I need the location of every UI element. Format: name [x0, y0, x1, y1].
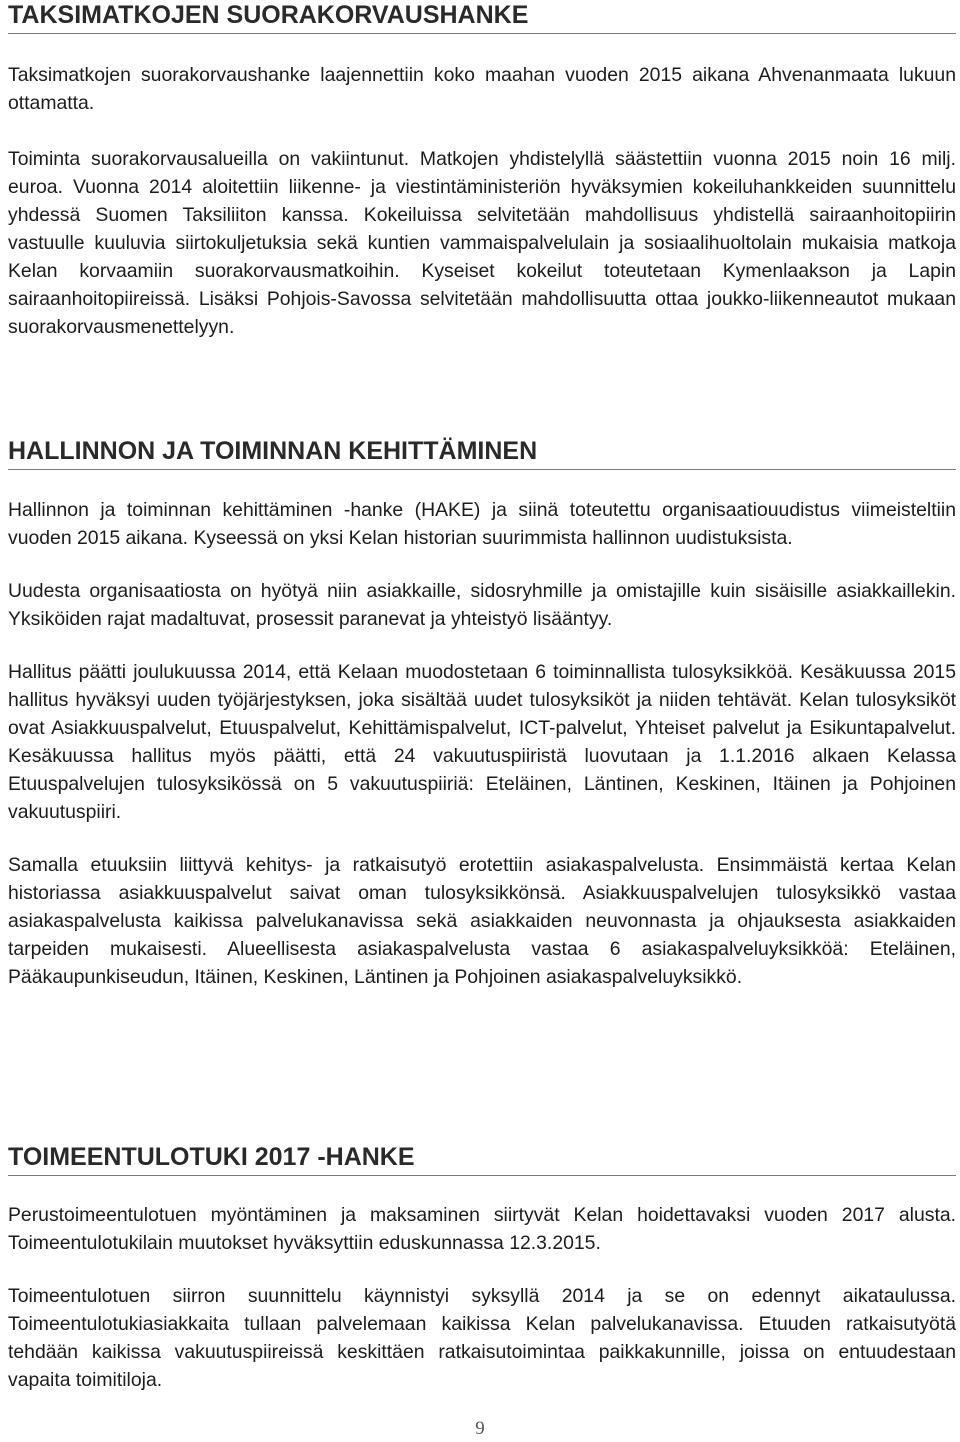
paragraph: Perustoimeentulotuen myöntäminen ja maksaminen siirtyvät Kelan hoidettavaksi vuoden 2017 alusta. Toimeentulotukilain muutokset hyväksyttiin eduskunnassa 12.3.2015.	[8, 1204, 956, 1254]
paragraph: Taksimatkojen suorakorvaushanke laajennettiin koko maahan vuoden 2015 aikana Ahvenanmaata lukuun ottamatta.	[8, 64, 956, 114]
paragraph: Hallinnon ja toiminnan kehittäminen -hanke (HAKE) ja siinä toteutettu organisaatiouudistus viimeisteltiin vuoden 2015 aikana. Kyseessä on yksi Kelan historian suurimmista hallinnon uudistuksista.	[8, 499, 956, 549]
section-heading: TOIMEENTULOTUKI 2017 -HANKE	[8, 1143, 415, 1171]
heading-rule	[8, 33, 956, 34]
section-hallinnon	[8, 436, 956, 991]
paragraph: Toimeentulotuen siirron suunnittelu käynnistyi syksyllä 2014 ja se on edennyt aikataulussa. Toimeentulotukiasiakkaita tullaan palvelemaan kaikissa Kelan palvelukanavissa. Etuuden ratkaisutyötä tehdään kaikissa vakuutuspiireissä keskittäen ratkaisutoimintaa paikkakunnille, joissa on entuudestaan vapaita toimitiloja.	[8, 1285, 956, 1391]
page-number: 9	[475, 1418, 485, 1439]
paragraph: Hallitus päätti joulukuussa 2014, että Kelaan muodostetaan 6 toiminnallista tulosyksikköä. Kesäkuussa 2015 hallitus hyväksyi uuden työjärjestyksen, joka sisältää uudet tulosyksiköt ja niiden tehtävät. Kelan tulosyksiköt ovat Asiakkuuspalvelut, Etuuspalvelut, Kehittämispalvelut, ICT-palvelut, Yhteiset palvelut ja Esikuntapalvelut. Kesäkuussa hallitus myös päätti, että 24 vakuutuspiiristä luovutaan ja 1.1.2016 alkaen Kelassa Etuuspalvelujen tulosyksikössä on 5 vakuutuspiiriä: Eteläinen, Läntinen, Keskinen, Itäinen ja Pohjoinen vakuutuspiiri.	[8, 661, 956, 823]
section-taksimatkojen	[8, 0, 956, 341]
heading-rule	[8, 469, 956, 470]
paragraph: Toiminta suorakorvausalueilla on vakiintunut. Matkojen yhdistelyllä säästettiin vuonna 2015 noin 16 milj. euroa. Vuonna 2014 aloitettiin liikenne- ja viestintäministeriön hyväksymien kokeiluhankkeiden suunnittelu yhdessä Suomen Taksiliiton kanssa. Kokeiluissa selvitetään mahdollisuus yhdistellä sairaanhoitopiirin vastuulle kuuluvia siirtokuljetuksia sekä kuntien vammaispalvelulain ja sosiaalihuoltolain mukaisia matkoja Kelan korvaamiin suorakorvausmatkoihin. Kyseiset kokeilut toteutetaan Kymenlaakson ja Lapin sairaanhoitopiireissä. Lisäksi Pohjois-Savossa selvitetään mahdollisuutta ottaa joukko-liikenneautot mukaan suorakorvausmenettelyyn.	[8, 148, 956, 338]
paragraph: Samalla etuuksiin liittyvä kehitys- ja ratkaisutyö erotettiin asiakaspalvelusta. Ensimmäistä kertaa Kelan historiassa asiakkuuspalvelut saivat oman tulosyksikkönsä. Asiakkuuspalvelujen tulosyksikkö vastaa asiakaspalvelusta kaikissa palvelukanavissa sekä asiakkaiden neuvonnasta ja ohjauksesta asiakkaiden tarpeiden mukaisesti. Alueellisesta asiakaspalvelusta vastaa 6 asiakaspalveluyksikköä: Eteläinen, Pääkaupunkiseudun, Itäinen, Keskinen, Läntinen ja Pohjoinen asiakaspalveluyksikkö.	[8, 854, 956, 988]
paragraph: Uudesta organisaatiosta on hyötyä niin asiakkaille, sidosryhmille ja omistajille kuin sisäisille asiakkaillekin. Yksiköiden rajat madaltuvat, prosessit paranevat ja yhteistyö lisääntyy.	[8, 580, 956, 630]
section-heading: TAKSIMATKOJEN SUORAKORVAUSHANKE	[8, 1, 529, 29]
section-heading: HALLINNON JA TOIMINNAN KEHITTÄMINEN	[8, 437, 538, 465]
heading-rule	[8, 1175, 956, 1176]
section-toimeentulotuki	[8, 1142, 956, 1394]
